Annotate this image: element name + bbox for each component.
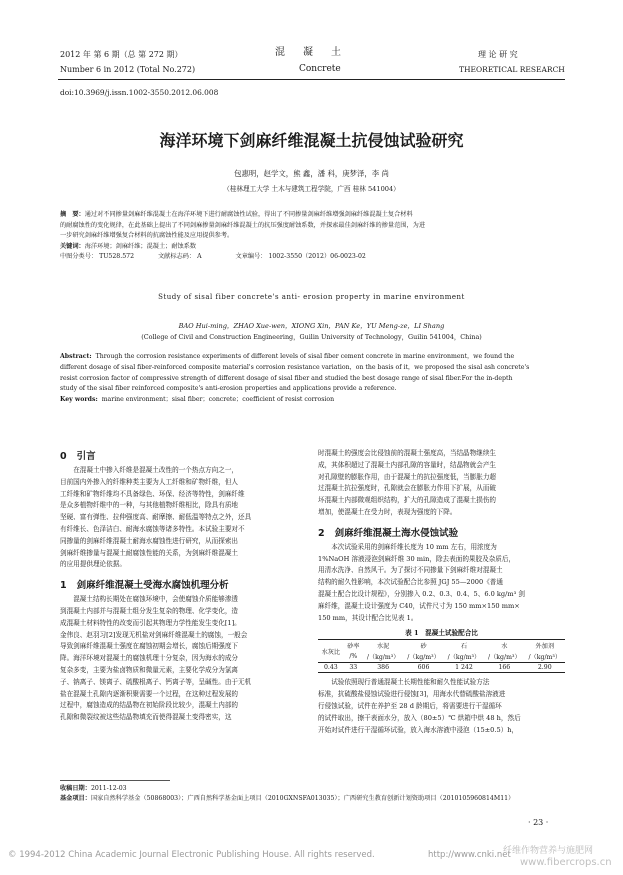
- received-label: 收稿日期：: [60, 785, 91, 792]
- title-en: Study of sisal fiber concrete's anti- erosion property in marine environment: [158, 293, 465, 301]
- page-title: 海洋环境下剑麻纤维混凝土抗侵蚀试验研究: [159, 131, 464, 150]
- footnote: [60, 784, 565, 804]
- section-1-title: 剑麻纤维混凝土受海水腐蚀机理分析: [76, 580, 229, 592]
- received-date: [60, 784, 565, 794]
- rc-line: 坏混凝土内部微观组织结构，扩大的孔隙造成了混凝土损伤的: [318, 496, 497, 505]
- table-unit-cell: /（kg/m³）: [407, 654, 440, 662]
- fund-value: 国家自然科学基金（50868003）；广西自然科学基金面上项目（2010GXNSFA013035）；广西研究生教育创新计划资助项目（2010105960814M11）: [90, 795, 515, 802]
- section-0-body: [60, 465, 305, 571]
- section-0-heading: [60, 448, 305, 462]
- abstract-en-label: Abstract:: [60, 353, 92, 360]
- cnki-link[interactable]: http://www.cnki.net: [428, 850, 511, 860]
- s1-line: 金伟良、赵羽习[2]发现无机盐对剑麻纤维混凝土的腐蚀，一般会: [60, 630, 248, 639]
- s1-line: 盐在混凝土孔隙内逐渐积聚需要一个过程，在这种过程发展的: [60, 689, 239, 698]
- s1-line: 降。海洋环境对混凝土的腐蚀机理十分复杂，因为海水的成分: [60, 654, 239, 663]
- abstract-cn-line-1: [60, 210, 565, 221]
- section-1-heading: [60, 577, 305, 591]
- article-no-value: 1002-3550（2012）06-0023-02: [268, 253, 366, 260]
- table-unit-cell: /（kg/m³）: [447, 654, 481, 662]
- watermark-url: www.fibercrops.cn: [520, 857, 612, 868]
- table-row: [318, 663, 565, 673]
- at-line: 行侵蚀试验，试件在养护至 28 d 龄期后，将需要进行干湿循环: [318, 701, 502, 710]
- s1-line: 混凝土结构长期处在腐蚀环境中，会使腐蚀介质能够渗透: [73, 595, 239, 604]
- journal-cn: 混 凝 土: [275, 47, 345, 58]
- s0-line: 剑麻纤维掺量与混凝土耐腐蚀性能的关系，为剑麻纤维混凝土: [60, 548, 239, 557]
- section-0-number: 0: [60, 451, 67, 462]
- keywords-cn-text: 海洋环境；剑麻纤维；混凝土；耐蚀系数: [84, 242, 197, 250]
- table-header-cell: 外加剂: [535, 643, 555, 651]
- doc-code-label: 文献标志码：: [158, 253, 196, 260]
- at-line: 开始对试件进行干湿循环试验，放入海水溶液中浸泡（15±0.5）h，: [318, 725, 519, 734]
- s0-line: 在混凝土中掺入纤维是混凝土改性的一个热点方向之一，: [73, 466, 239, 474]
- page-number: · 23 ·: [528, 818, 549, 827]
- footnote-rule: [60, 780, 170, 781]
- abstract-cn-text-3: 一步研究剑麻纤维增强复合材料的抗腐蚀性能及应用提供参考。: [60, 232, 234, 239]
- table-header-cell: 水: [501, 643, 508, 651]
- s0-line: 同掺量的剑麻纤维混凝土耐海水腐蚀性进行研究，从而探索出: [60, 536, 239, 545]
- authors-cn: 包惠明，赵学文，熊 鑫，潘 科，庚梦泽，李 尚: [234, 169, 389, 178]
- s0-line: 工纤维和矿物纤维均不具备绿色、环保、经济等特性，剑麻纤维: [60, 489, 245, 498]
- doi: doi:10.3969/j.issn.1002-3550.2012.06.008: [60, 88, 219, 97]
- abstract-en: [60, 352, 565, 406]
- issue-en: Number 6 in 2012 (Total No.272): [60, 65, 196, 74]
- at-line: 标准，抗硫酸盐侵蚀试验进行侵蚀[3]，用海水代替硫酸盐溶液进: [318, 690, 506, 699]
- mix-proportion-table: [318, 639, 565, 673]
- right-column: [318, 448, 565, 736]
- after-table-body: [318, 677, 565, 736]
- s2-line: 用清水洗净、自然风干。为了探讨不同掺量下剑麻纤维对混凝土: [318, 566, 503, 575]
- section-0-title: 引言: [76, 451, 96, 462]
- clc-value: TU528.572: [99, 253, 135, 260]
- clc-label: 中图分类号：: [60, 253, 98, 260]
- s1-line: 子、钠离子、镁离子、硫酸根离子、钙离子等，呈碱性。由于无机: [60, 677, 252, 686]
- table-header-cell: 水灰比: [321, 648, 341, 656]
- section-2-heading: [318, 525, 565, 539]
- table-unit-cell: /（kg/m³）: [488, 654, 521, 662]
- rc-line: 对孔隙壁的膨胀作用，由于混凝土的抗拉强度低，当膨胀力超: [318, 472, 497, 481]
- s0-line: 是众多植物纤维中的一种，与其他植物纤维相比，除具有质地: [60, 501, 239, 510]
- s1-line: 复杂多变，主要为盐卤物质和微量元素，主要化学成分为氯离: [60, 665, 239, 674]
- affiliation-en: (College of Civil and Construction Engineering，Guilin University of Technology，Guilin 541004，China): [141, 333, 482, 341]
- rc-line: 增加，使混凝土在受力时，表现为强度的下降。: [318, 507, 457, 516]
- header-rule: [58, 79, 565, 80]
- keywords-en-label: Key words:: [60, 396, 98, 404]
- rc-line: 过混凝土抗拉强度时，孔隙就会在膨胀力作用下扩展，从而破: [318, 484, 497, 493]
- abstract-en-text-1: Through the corrosion resistance experiments of different levels of sisal fiber cement concrete in marine environment，we found the: [95, 353, 515, 360]
- s1-line: 导致剑麻纤维混凝土强度在腐蚀初期会增长，腐蚀后期强度下: [60, 642, 239, 651]
- abstract-cn-label: 摘 要：: [60, 211, 85, 218]
- keywords-en-text: marine environment；sisal fiber；concrete；coefficient of resist corrosion: [101, 396, 335, 404]
- s1-line: 孔隙和微裂纹被这些结晶物填充而使得混凝土变得密实，这: [60, 713, 232, 722]
- table-unit-cell: /%: [349, 653, 358, 661]
- classification-cn: [60, 252, 565, 263]
- received-value: 2011-12-03: [90, 785, 127, 792]
- table-cell: 0.43: [323, 664, 338, 672]
- table-unit-cell: /（kg/m³）: [366, 654, 400, 662]
- section-1-body: [60, 594, 305, 724]
- section-2-title: 剑麻纤维混凝土海水侵蚀试验: [334, 527, 459, 539]
- table-header-cell: 水泥: [376, 643, 390, 651]
- keywords-cn: [60, 242, 565, 253]
- table-header-row: [318, 640, 565, 652]
- s2-line: 1%NaOH 溶液浸泡剑麻纤维 30 min，除去表面的果胶及杂质后，: [318, 554, 516, 563]
- affiliation-cn: （桂林理工大学 土木与建筑工程学院，广西 桂林 541004）: [223, 185, 400, 193]
- table-header-cell: 砂: [420, 643, 427, 651]
- s1-line: 成混凝土材料特性的改变而引起其物理力学性能发生变化[1]。: [60, 618, 241, 627]
- watermark-cn: 纤维作物营养与施肥网: [503, 846, 594, 856]
- s1-line: 到混凝土内部并与混凝土组分发生复杂的物理、化学变化，造: [60, 606, 239, 615]
- table-cell: 386: [377, 664, 390, 672]
- section-cn: 理 论 研 究: [478, 50, 518, 59]
- table-1-title: 表 1 混凝土试验配合比: [405, 629, 478, 638]
- abstract-en-text-4: study of the sisal fiber reinforced composite's anti-erosion properties and applications provide a reference.: [60, 385, 397, 393]
- fund-label: 基金项目：: [60, 795, 91, 802]
- s2-line: 150 mm，其设计配合比见表 1。: [318, 613, 418, 622]
- table-header-cell: 石: [460, 643, 468, 651]
- rc-line: 时混凝土的强度会比侵蚀前的混凝土强度高，当结晶物继续生: [318, 449, 497, 457]
- authors-en: BAO Hui-ming，ZHAO Xue-wen，XIONG Xin，PAN Ke，YU Meng-ze，LI Shang: [178, 322, 445, 330]
- abstract-en-text-2: different dosage of sisal fiber-reinforced composite material's corrosion resistance variation，on the basis of it，we proposed the sisal ash concrete's: [60, 363, 530, 371]
- abstract-en-text-3: resist corrosion factor of compressive strength of different dosage of sisal fiber and studied the best dosage range of sisal fiber.For the in-depth: [60, 374, 513, 382]
- table-cell: 33: [349, 664, 358, 672]
- table-cell: 606: [417, 664, 430, 672]
- issue-cn: 2012 年 第 6 期（总 第 272 期）: [60, 50, 183, 59]
- keywords-en: [60, 395, 565, 406]
- s2-line: 本次试验采用的剑麻纤维长度为 10 mm 左右，用浓度为: [331, 542, 497, 551]
- doc-code-value: A: [197, 253, 202, 260]
- rc-line: 成，其体积超过了混凝土内部孔隙的容量时，结晶物就会产生: [318, 460, 497, 469]
- left-column: [60, 448, 305, 724]
- s2-line: 混凝土配合比设计规程》，分别掺入 0.2、0.3、0.4、5、6.0 kg/m³ 剑: [318, 589, 525, 598]
- at-line: 的试件取出，擦干表面水分，放入（80±5）℃ 烘箱中烘 48 h，然后: [318, 713, 521, 722]
- abstract-en-line-1: [60, 352, 565, 363]
- table-unit-row: [318, 651, 565, 663]
- abstract-cn-text-2: 的耐腐蚀性的变化规律，在此基础上提出了不同剑麻掺量剑麻纤维混凝土的抗压强度耐蚀系数，并探索最佳剑麻纤维的掺量范围，为进: [60, 221, 426, 229]
- table-cell: 1 242: [455, 664, 473, 672]
- at-line: 试验依照现行普通混凝土长期性能和耐久性能试验方法: [331, 678, 490, 687]
- article-no-label: 文章编号：: [235, 253, 267, 260]
- table-cell: 2.90: [537, 664, 552, 672]
- fund-info: [60, 794, 565, 804]
- section-2-body: [318, 542, 565, 625]
- abstract-cn-text-1: 通过对不同掺量剑麻纤维混凝土在海洋环境下进行耐腐蚀性试验，得出了不同掺量剑麻纤维增强剑麻纤维混凝土复合材料: [84, 211, 413, 218]
- journal-en: Concrete: [299, 64, 341, 74]
- abstract-cn: [60, 210, 565, 263]
- table-cell: 166: [498, 664, 511, 672]
- s2-line: 结构的耐久性影响，本次试验配合比参照 JGJ 55—2000《普通: [318, 578, 503, 587]
- section-2-number: 2: [318, 527, 325, 539]
- copyright-notice: © 1994-2012 China Academic Journal Electronic Publishing House. All rights reserved.: [8, 850, 375, 860]
- s1-line: 过程中，腐蚀造成的结晶物在初始阶段比较少，混凝土内部的: [60, 701, 239, 710]
- table-header-cell: 砂率: [347, 643, 360, 651]
- table-unit-cell: /（kg/m³）: [528, 654, 562, 662]
- keywords-cn-label: 关键词：: [60, 242, 85, 250]
- s0-line: 的应用提供理论依据。: [60, 560, 126, 569]
- section-en: THEORETICAL RESEARCH: [459, 65, 565, 74]
- right-continuation: [318, 448, 565, 519]
- s0-line: 坚硬、富有弹性、拉伸强度高、耐摩擦、耐低温等特点之外，还具: [60, 513, 252, 522]
- s0-line: 有纤维长、色泽洁白、耐海水腐蚀等诸多特性。本试验主要对不: [60, 524, 245, 533]
- section-1-number: 1: [60, 580, 67, 592]
- s0-line: 目前国内外掺入的纤维种类主要为人工纤维和矿物纤维，但人: [60, 477, 239, 486]
- s2-line: 麻纤维，混凝土设计强度为 C40，试件尺寸为 150 mm×150 mm×: [318, 601, 520, 610]
